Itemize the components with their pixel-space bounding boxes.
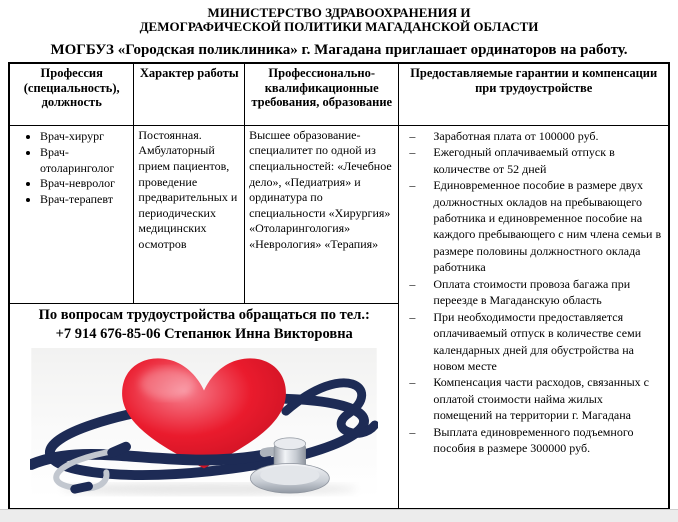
list-item: – Компенсация части расходов, связанных с оплатой стоимости найма жилых помещений на территории г. Магадана [403, 374, 664, 423]
guarantees-list [403, 128, 664, 457]
qualification-text: Высшее образование-специалитет по одной из специальностей: «Лечебное дело», «Педиатрия» и ординатура по специальности «Хирургия» «Отоларингология» «Неврология» «Терапия» [249, 127, 392, 251]
list-item: – Выплата единовременного подъемного пособия в размере 300000 руб. [403, 424, 664, 457]
list-item: • Врач-хирург [40, 129, 129, 145]
list-item: • Врач-терапевт [40, 192, 129, 208]
guarantees-cell [399, 125, 669, 509]
professions-list [14, 129, 129, 208]
contact-note-line1: По вопросам трудоустройства обращаться по тел.: [38, 306, 370, 323]
table-row [9, 125, 669, 303]
ministry-title-line1: МИНИСТЕРСТВО ЗДРАВООХРАНЕНИЯ И [207, 5, 471, 20]
page-bottom-strip [0, 509, 678, 522]
header-guarantees: Предоставляемые гарантии и компенсации при трудоустройстве [399, 63, 669, 126]
work-nature-cell [134, 125, 245, 303]
professions-cell [9, 125, 134, 303]
vacancy-table [8, 62, 670, 510]
qualification-cell [245, 125, 399, 303]
list-item: – Заработная плата от 100000 руб. [403, 128, 664, 144]
clinic-invitation-subtitle: МОГБУЗ «Городская поликлиника» г. Магадана приглашает ординаторов на работу. [50, 41, 628, 58]
contact-cell [9, 303, 399, 509]
header-qualification: Профессионально-квалификационные требования, образование [245, 63, 399, 126]
document-header [0, 0, 678, 59]
header-profession: Профессия (специальность), должность [9, 63, 134, 126]
list-item: • Врач-невролог [40, 176, 129, 192]
table-header-row [9, 63, 669, 126]
list-item: – Ежегодный оплачиваемый отпуск в количестве от 52 дней [403, 144, 664, 177]
ministry-title-line2: ДЕМОГРАФИЧЕСКОЙ ПОЛИТИКИ МАГАДАНСКОЙ ОБЛАСТИ [139, 19, 539, 35]
list-item: – При необходимости предоставляется оплачиваемый отпуск в количестве семи календарных дней для обустройства на новом месте [403, 309, 664, 375]
contact-phone-line: +7 914 676-85-06 Степанюк Инна Викторовна [55, 326, 353, 343]
list-item: – Оплата стоимости провоза багажа при переезде в Магаданскую область [403, 276, 664, 309]
header-work-nature: Характер работы [134, 63, 245, 126]
list-item: • Врач-отоларинголог [40, 145, 129, 177]
work-nature-text: Постоянная. Амбулаторный прием пациентов, проведение предварительных и периодических медицинских осмотров [138, 127, 238, 251]
list-item: – Единовременное пособие в размере двух должностных окладов на пребывающего работника и единовременное пособие на каждого пребывающего с ним члена семьи в размере половины должностного оклада работника [403, 177, 664, 276]
heart-stethoscope-photo [30, 348, 378, 499]
